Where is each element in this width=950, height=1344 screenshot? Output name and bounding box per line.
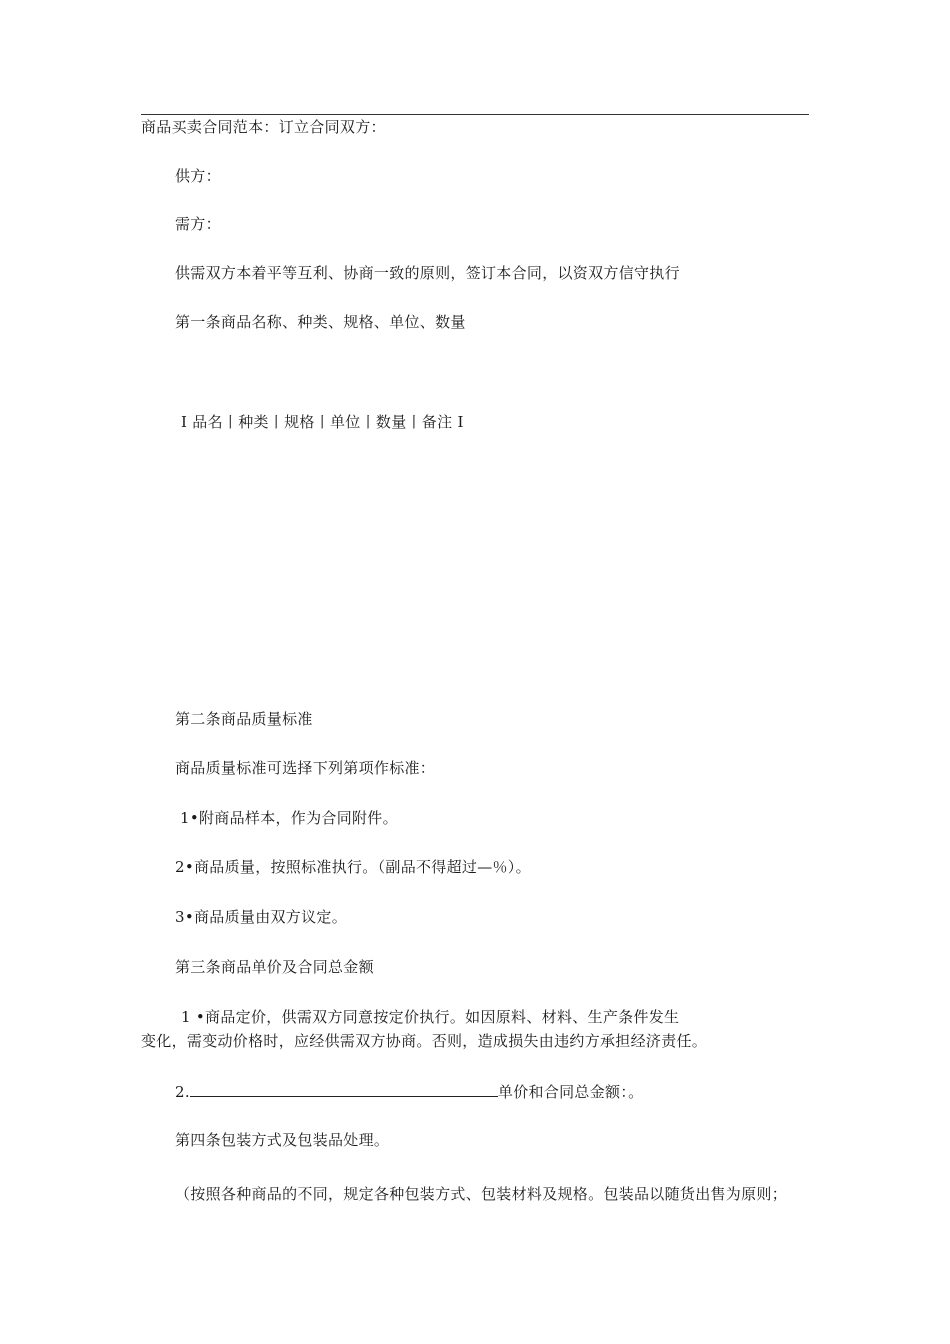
article2-item3: 3•商品质量由双方议定。: [175, 908, 347, 926]
goods-table-header: I 品名丨种类丨规格丨单位丨数量丨备注 I: [181, 413, 464, 431]
article4-text: （按照各种商品的不同，规定各种包装方式、包装材料及规格。包装品以随货出售为原则；: [175, 1185, 788, 1203]
document-heading: 商品买卖合同范本：订立合同双方：: [141, 118, 386, 136]
article2-title: 第二条商品质量标准: [175, 710, 313, 728]
supplier-label: 供方：: [175, 167, 221, 185]
article3-title: 第三条商品单价及合同总金额: [175, 958, 374, 976]
header-rule: [141, 114, 809, 115]
article4-title: 第四条包装方式及包装品处理。: [175, 1131, 390, 1149]
article3-item1-line1: 1 •商品定价，供需双方同意按定价执行。如因原料、材料、生产条件发生: [181, 1008, 680, 1026]
article3-item1-line2: 变化，需变动价格时，应经供需双方协商。否则，造成损失由违约方承担经济责任。: [141, 1032, 708, 1050]
article3-item2: [175, 1081, 643, 1102]
article3-item2-text: 单价和合同总金额：。: [497, 1083, 644, 1101]
article3-item2-number: 2.: [175, 1083, 190, 1101]
fill-in-blank: [190, 1081, 498, 1097]
article2-item2: 2•商品质量，按照标准执行。（副品不得超过—％）。: [175, 858, 531, 876]
article2-item1: 1•附商品样本，作为合同附件。: [180, 809, 398, 827]
preamble-text: 供需双方本着平等互利、协商一致的原则，签订本合同，以资双方信守执行: [175, 264, 680, 282]
article2-intro: 商品质量标准可选择下列第项作标准：: [175, 759, 436, 777]
buyer-label: 需方：: [175, 215, 221, 233]
article1-title: 第一条商品名称、种类、规格、单位、数量: [175, 313, 466, 331]
